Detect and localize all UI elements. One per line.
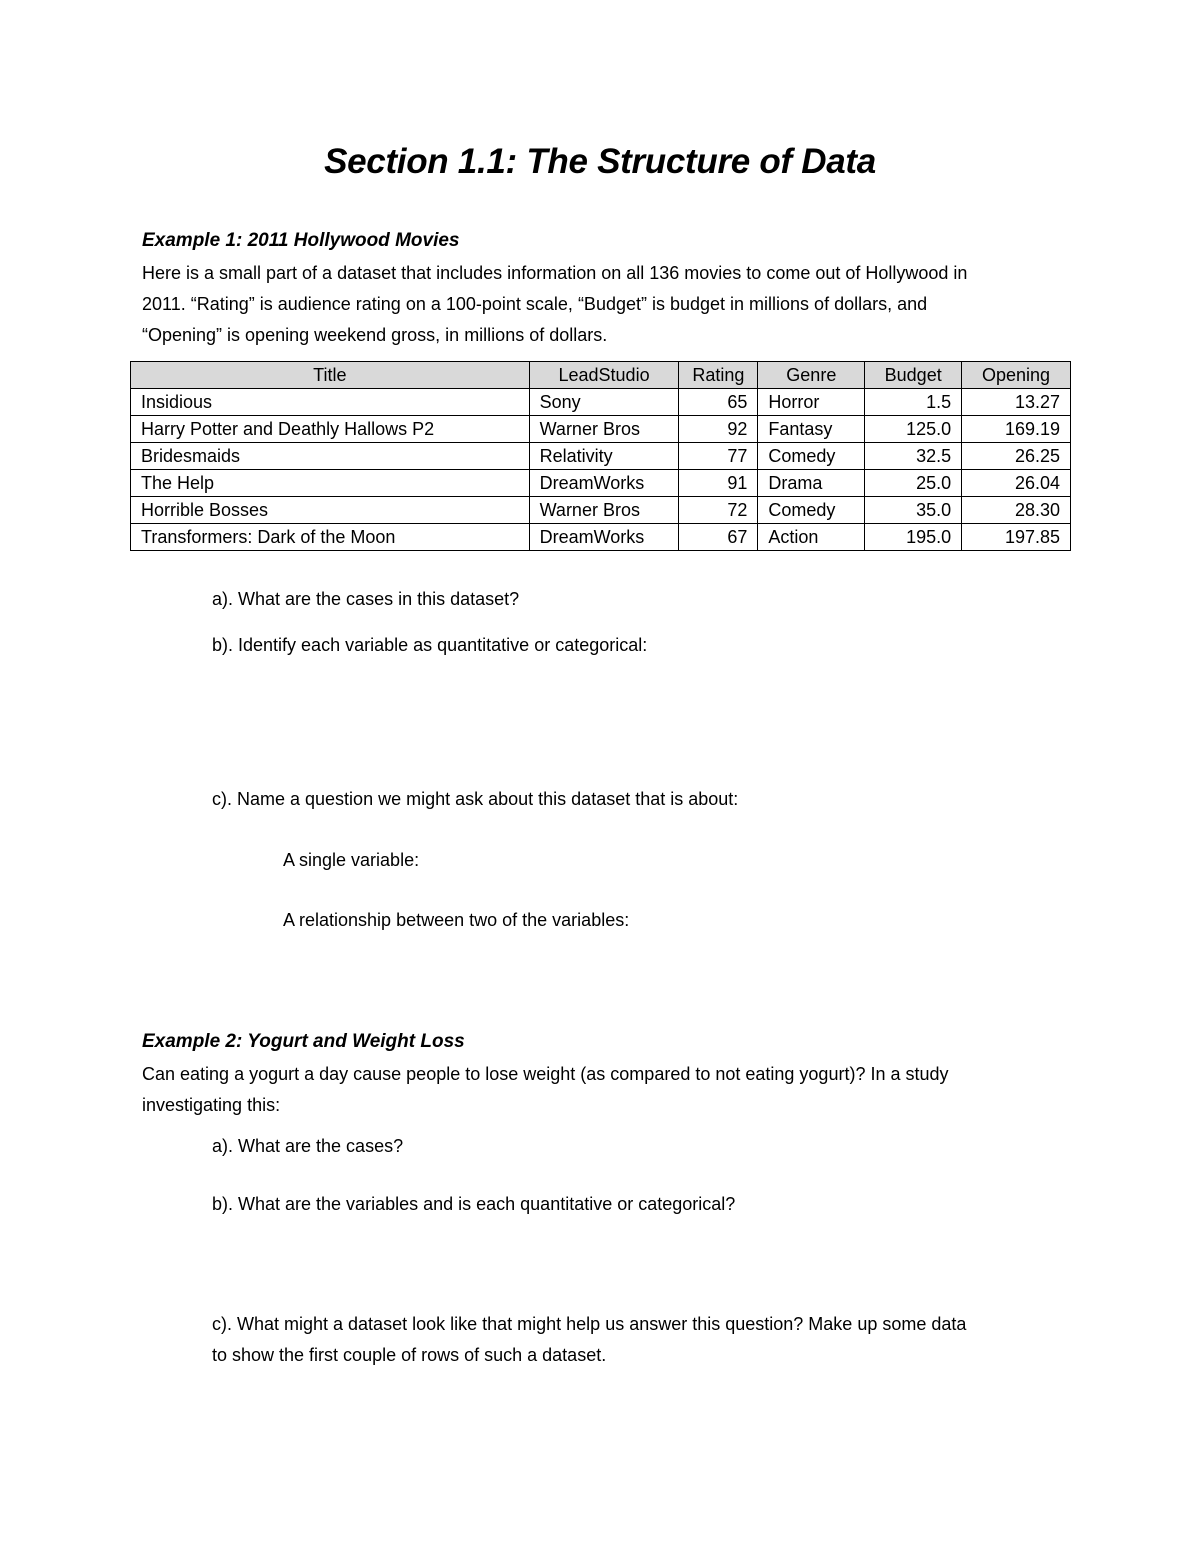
header-budget: Budget [865, 362, 962, 389]
example-2-question-c [212, 1309, 966, 1371]
cell-rating: 67 [679, 524, 758, 551]
intro-line: investigating this: [142, 1095, 281, 1115]
example-1-question-a: a). What are the cases in this dataset? [212, 589, 520, 609]
cell-leadstudio: DreamWorks [529, 524, 679, 551]
cell-rating: 92 [679, 416, 758, 443]
cell-title: Transformers: Dark of the Moon [131, 524, 530, 551]
table-row [131, 470, 1071, 497]
header-genre: Genre [758, 362, 865, 389]
example-2-intro [142, 1059, 949, 1121]
cell-title: Bridesmaids [131, 443, 530, 470]
header-title: Title [131, 362, 530, 389]
cell-budget: 1.5 [865, 389, 962, 416]
example-2-question-a: a). What are the cases? [212, 1136, 404, 1156]
example-2-heading: Example 2: Yogurt and Weight Loss [142, 1031, 465, 1052]
cell-opening: 13.27 [962, 389, 1071, 416]
relationship-prompt: A relationship between two of the variables: [283, 910, 630, 930]
cell-title: The Help [131, 470, 530, 497]
intro-line: Here is a small part of a dataset that includes information on all 136 movies to come out of Hollywood in [142, 263, 968, 283]
cell-leadstudio: Warner Bros [529, 416, 679, 443]
cell-budget: 25.0 [865, 470, 962, 497]
cell-budget: 125.0 [865, 416, 962, 443]
cell-genre: Comedy [758, 497, 865, 524]
table-header-row [131, 362, 1071, 389]
intro-line: Can eating a yogurt a day cause people to lose weight (as compared to not eating yogurt)? In a study [142, 1064, 949, 1084]
cell-leadstudio: Sony [529, 389, 679, 416]
cell-budget: 195.0 [865, 524, 962, 551]
cell-budget: 32.5 [865, 443, 962, 470]
cell-genre: Drama [758, 470, 865, 497]
cell-leadstudio: Warner Bros [529, 497, 679, 524]
cell-genre: Fantasy [758, 416, 865, 443]
intro-line: “Opening” is opening weekend gross, in millions of dollars. [142, 325, 608, 345]
cell-opening: 26.25 [962, 443, 1071, 470]
table-row [131, 416, 1071, 443]
movies-table [130, 361, 1071, 551]
example-1-question-b: b). Identify each variable as quantitative or categorical: [212, 635, 648, 655]
example-1-question-c: c). Name a question we might ask about this dataset that is about: [212, 789, 739, 809]
header-leadstudio: LeadStudio [529, 362, 679, 389]
cell-budget: 35.0 [865, 497, 962, 524]
intro-line: 2011. “Rating” is audience rating on a 100-point scale, “Budget” is budget in millions of dollars, and [142, 294, 928, 314]
cell-opening: 26.04 [962, 470, 1071, 497]
cell-rating: 72 [679, 497, 758, 524]
cell-opening: 28.30 [962, 497, 1071, 524]
cell-genre: Action [758, 524, 865, 551]
cell-title: Insidious [131, 389, 530, 416]
header-opening: Opening [962, 362, 1071, 389]
question-line: c). What might a dataset look like that might help us answer this question? Make up some data [212, 1314, 967, 1334]
cell-leadstudio: DreamWorks [529, 470, 679, 497]
table-row [131, 389, 1071, 416]
example-2-question-b: b). What are the variables and is each quantitative or categorical? [212, 1194, 736, 1214]
example-1-heading: Example 1: 2011 Hollywood Movies [142, 230, 460, 251]
cell-genre: Comedy [758, 443, 865, 470]
example-1-intro [142, 258, 967, 351]
cell-rating: 77 [679, 443, 758, 470]
cell-leadstudio: Relativity [529, 443, 679, 470]
question-line: to show the first couple of rows of such a dataset. [212, 1345, 607, 1365]
cell-genre: Horror [758, 389, 865, 416]
table-row [131, 443, 1071, 470]
single-variable-prompt: A single variable: [283, 850, 420, 870]
cell-title: Horrible Bosses [131, 497, 530, 524]
cell-opening: 169.19 [962, 416, 1071, 443]
cell-title: Harry Potter and Deathly Hallows P2 [131, 416, 530, 443]
cell-rating: 91 [679, 470, 758, 497]
table-row [131, 497, 1071, 524]
table-row [131, 524, 1071, 551]
cell-rating: 65 [679, 389, 758, 416]
page-title: Section 1.1: The Structure of Data [324, 142, 876, 181]
cell-opening: 197.85 [962, 524, 1071, 551]
header-rating: Rating [679, 362, 758, 389]
